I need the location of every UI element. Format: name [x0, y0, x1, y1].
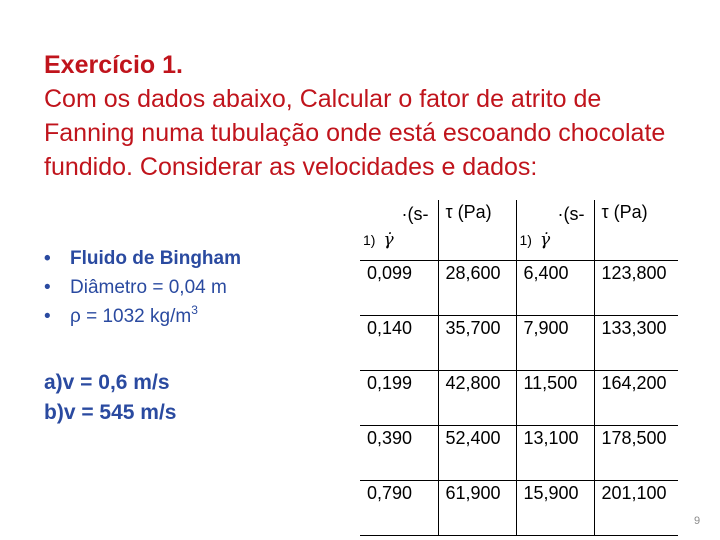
table-row: [360, 260, 678, 315]
table-cell: 61,900: [438, 480, 516, 535]
shear-data-table: [360, 200, 678, 540]
table-cell: 0,099: [360, 260, 438, 315]
page-number: 9: [694, 515, 701, 527]
table-cell: 0,390: [360, 425, 438, 480]
table-cell: 11,500: [516, 370, 594, 425]
case-b: b)v = 545 m/s: [44, 401, 177, 424]
table-cell: 28,600: [438, 260, 516, 315]
table-row: [360, 315, 678, 370]
table-cell: 0,790: [360, 480, 438, 535]
table-header-row: [360, 200, 678, 260]
table-cell: 6,400: [516, 260, 594, 315]
list-item: • Fluido de Bingham: [44, 244, 241, 273]
header-tau-2: τ (Pa): [594, 200, 678, 260]
case-a: a)v = 0,6 m/s: [44, 371, 170, 394]
gamma-dot-symbol: γ̇: [539, 230, 551, 250]
velocity-cases: [44, 368, 177, 428]
fluid-properties-list: [44, 244, 241, 331]
table-cell: 13,100: [516, 425, 594, 480]
table-cell: 52,400: [438, 425, 516, 480]
list-item: • ρ = 1032 $kg/m^3$: [44, 302, 241, 331]
header-tau-1: τ (Pa): [438, 200, 516, 260]
table-row: [360, 425, 678, 480]
table-cell: 164,200: [594, 370, 678, 425]
table-cell: 133,300: [594, 315, 678, 370]
gamma-dot-symbol: γ̇: [383, 230, 394, 250]
table-cell: 15,900: [516, 480, 594, 535]
list-item: • Diâmetro = 0,04 m: [44, 273, 241, 302]
table-cell: 35,700: [438, 315, 516, 370]
table-cell: 178,500: [594, 425, 678, 480]
table-cell: 0,199: [360, 370, 438, 425]
exercise-text: [44, 48, 694, 184]
table-row: [360, 480, 678, 535]
table-cell: 42,800: [438, 370, 516, 425]
header-shear-rate-2: ·(s- 1) γ̇: [516, 200, 594, 260]
table-row: [360, 370, 678, 425]
table-cell: 201,100: [594, 480, 678, 535]
exercise-heading: Exercício 1.: [44, 51, 183, 79]
table-cell: 0,140: [360, 315, 438, 370]
table-cell: 7,900: [516, 315, 594, 370]
exercise-statement: Com os dados abaixo, Calcular o fator de atrito de Fanning numa tubulação onde está escoando chocolate fundido. Considerar as velocidades e dados:: [44, 85, 666, 181]
header-shear-rate-1: ·(s- 1) γ̇: [360, 200, 438, 260]
exponent: 3: [191, 303, 198, 317]
table-cell: 123,800: [594, 260, 678, 315]
